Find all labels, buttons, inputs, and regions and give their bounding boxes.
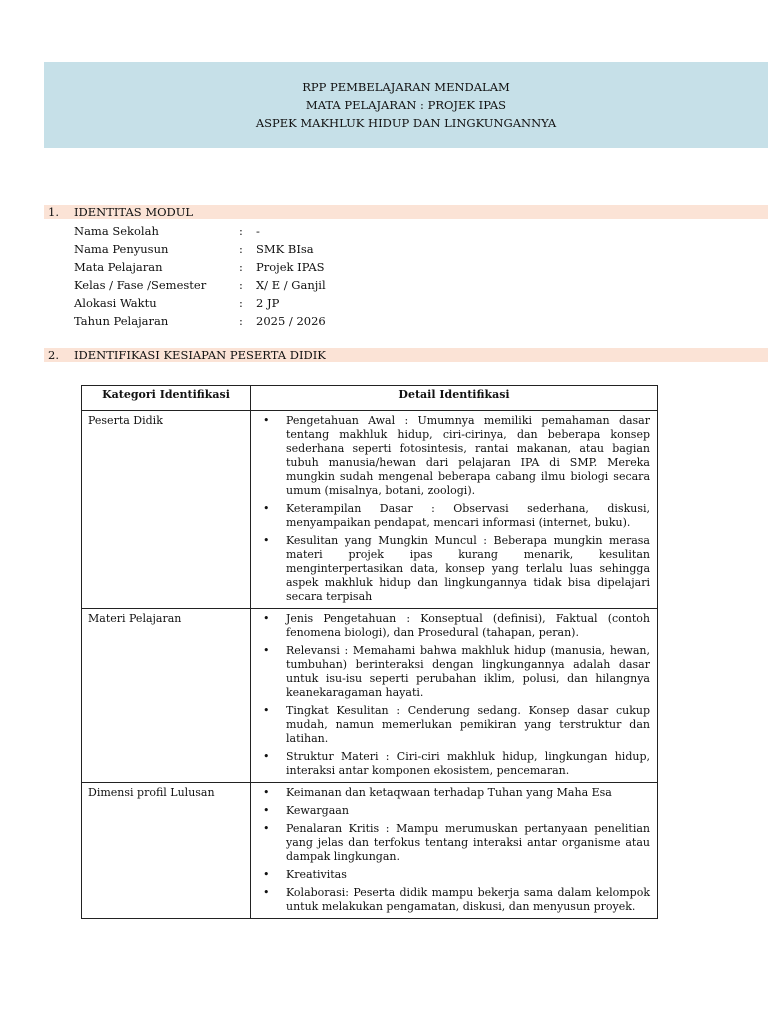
identity-value: - xyxy=(256,224,260,238)
section-title: IDENTITAS MODUL xyxy=(74,205,194,219)
bullet-icon: • xyxy=(263,804,270,817)
detail-list xyxy=(259,786,650,914)
section-title: IDENTIFIKASI KESIAPAN PESERTA DIDIK xyxy=(74,348,326,362)
list-item-text: Kreativitas xyxy=(286,868,347,881)
list-item-text: Kesulitan yang Mungkin Muncul : Beberapa mungkin merasa materi projek ipas kurang menarik, kesulitan menginterpertasikan data, konsep yang terlalu luas sehingga aspek makhluk hidup dan lingkungannya tidak bisa dipelajari secara terpisah xyxy=(286,534,650,603)
identity-colon: : xyxy=(239,260,243,274)
category-cell: Peserta Didik xyxy=(82,411,251,609)
bullet-icon: • xyxy=(263,704,270,717)
list-item-text: Kolaborasi: Peserta didik mampu bekerja sama dalam kelompok untuk melakukan pengamatan, diskusi, dan menyusun proyek. xyxy=(286,886,650,913)
identity-label: Mata Pelajaran xyxy=(74,260,163,274)
list-item xyxy=(259,534,650,604)
bullet-icon: • xyxy=(263,414,270,427)
list-item xyxy=(259,786,650,800)
list-item-text: Relevansi : Memahami bahwa makhluk hidup (manusia, hewan, tumbuhan) berinteraksi dengan lingkungannya adalah dasar untuk isu-isu seperti perubahan iklim, polusi, dan hilangnya keanekaragaman hayati. xyxy=(286,644,650,699)
bullet-icon: • xyxy=(263,612,270,625)
table-row xyxy=(82,411,658,609)
detail-list xyxy=(259,414,650,604)
bullet-icon: • xyxy=(263,502,270,515)
list-item xyxy=(259,886,650,914)
detail-cell xyxy=(251,783,658,919)
category-cell: Dimensi profil Lulusan xyxy=(82,783,251,919)
table-row xyxy=(82,783,658,919)
list-item xyxy=(259,414,650,498)
identity-colon: : xyxy=(239,242,243,256)
identity-label: Tahun Pelajaran xyxy=(74,314,169,328)
column-header-category: Kategori Identifikasi xyxy=(82,386,251,411)
header-title: RPP PEMBELAJARAN MENDALAM xyxy=(302,80,510,94)
list-item xyxy=(259,804,650,818)
identity-value: SMK BIsa xyxy=(256,242,314,256)
detail-list xyxy=(259,612,650,778)
identity-value: 2025 / 2026 xyxy=(256,314,326,328)
identity-colon: : xyxy=(239,224,243,238)
header-subject: MATA PELAJARAN : PROJEK IPAS xyxy=(305,98,507,112)
table-row xyxy=(82,609,658,783)
bullet-icon: • xyxy=(263,786,270,799)
identity-label: Nama Sekolah xyxy=(74,224,159,238)
list-item xyxy=(259,612,650,640)
list-item-text: Keterampilan Dasar : Observasi sederhana, diskusi, menyampaikan pendapat, mencari informasi (internet, buku). xyxy=(286,502,650,529)
list-item-text: Jenis Pengetahuan : Konseptual (definisi), Faktual (contoh fenomena biologi), dan Prosedural (tahapan, peran). xyxy=(286,612,650,639)
list-item-text: Penalaran Kritis : Mampu merumuskan pertanyaan penelitian yang jelas dan terfokus tentang interaksi antar organisme atau dampak lingkungan. xyxy=(286,822,650,863)
identity-value: 2 JP xyxy=(256,296,280,310)
document-header xyxy=(44,62,768,148)
list-item-text: Tingkat Kesulitan : Cenderung sedang. Konsep dasar cukup mudah, namun memerlukan pemikiran yang terstruktur dan latihan. xyxy=(286,704,650,745)
identity-colon: : xyxy=(239,314,243,328)
identity-value: Projek IPAS xyxy=(256,260,325,274)
section-number: 1. xyxy=(48,205,59,219)
list-item-text: Keimanan dan ketaqwaan terhadap Tuhan yang Maha Esa xyxy=(286,786,612,799)
bullet-icon: • xyxy=(263,822,270,835)
detail-cell xyxy=(251,609,658,783)
list-item-text: Struktur Materi : Ciri-ciri makhluk hidup, lingkungan hidup, interaksi antar komponen ekosistem, pencemaran. xyxy=(286,750,650,777)
section-number: 2. xyxy=(48,348,59,362)
table-header-row xyxy=(82,386,658,411)
identity-colon: : xyxy=(239,278,243,292)
identity-label: Kelas / Fase /Semester xyxy=(74,278,207,292)
list-item xyxy=(259,704,650,746)
list-item-text: Pengetahuan Awal : Umumnya memiliki pemahaman dasar tentang makhluk hidup, ciri-cirinya, dan beberapa konsep sederhana seperti fotosintesis, rantai makanan, atau bagian tubuh manusia/hewan dari pelajaran IPA di SMP. Mereka mungkin sudah mengenal beberapa cabang ilmu biologi secara umum (misalnya, botani, zoologi). xyxy=(286,414,650,497)
bullet-icon: • xyxy=(263,534,270,547)
section-identitas-modul xyxy=(44,205,768,219)
identity-colon: : xyxy=(239,296,243,310)
header-topic: ASPEK MAKHLUK HIDUP DAN LINGKUNGANNYA xyxy=(255,116,557,130)
list-item xyxy=(259,822,650,864)
identity-label: Alokasi Waktu xyxy=(74,296,157,310)
list-item xyxy=(259,644,650,700)
list-item-text: Kewargaan xyxy=(286,804,349,817)
readiness-table xyxy=(81,385,658,919)
detail-cell xyxy=(251,411,658,609)
identity-value: X/ E / Ganjil xyxy=(256,278,326,292)
section-identifikasi-kesiapan xyxy=(44,348,768,362)
category-cell: Materi Pelajaran xyxy=(82,609,251,783)
column-header-detail: Detail Identifikasi xyxy=(251,386,658,411)
bullet-icon: • xyxy=(263,750,270,763)
list-item xyxy=(259,502,650,530)
list-item xyxy=(259,868,650,882)
bullet-icon: • xyxy=(263,868,270,881)
bullet-icon: • xyxy=(263,644,270,657)
bullet-icon: • xyxy=(263,886,270,899)
identity-label: Nama Penyusun xyxy=(74,242,169,256)
list-item xyxy=(259,750,650,778)
